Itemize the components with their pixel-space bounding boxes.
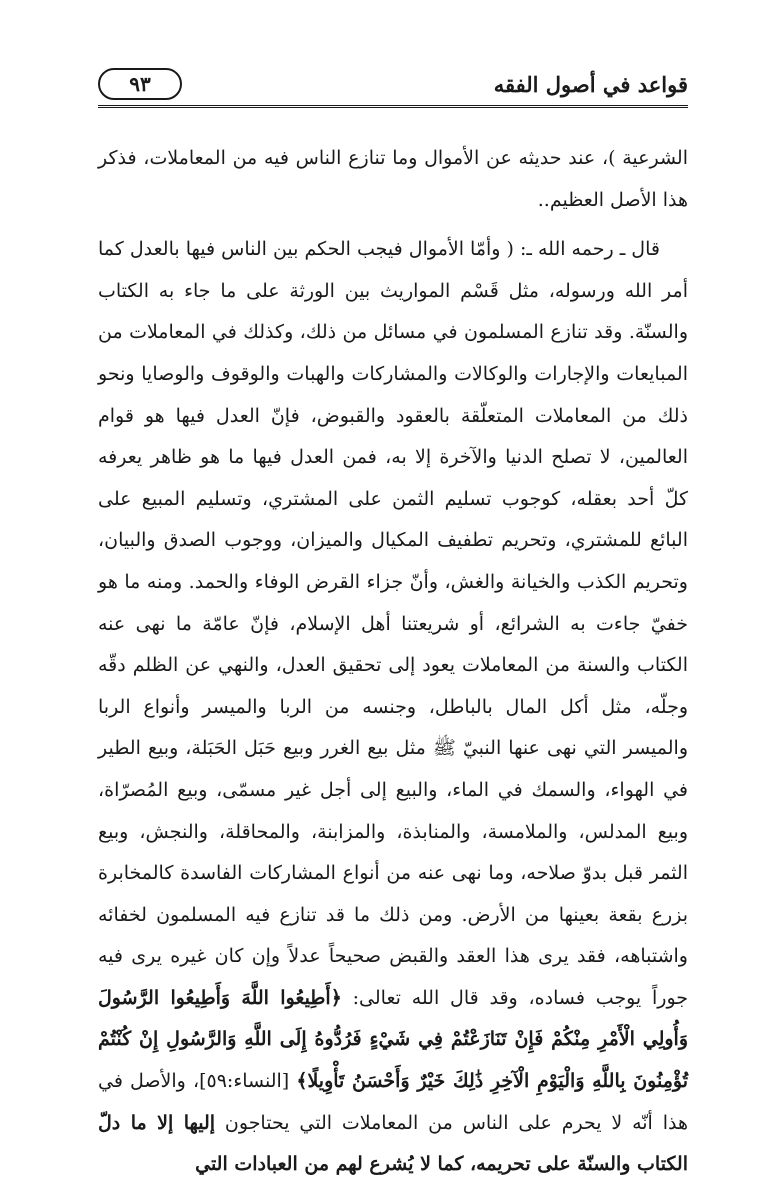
quote-text: قال ـ رحمه الله ـ: ( وأمّا الأموال فيجب الحكم بين الناس فيها بالعدل كما أمر الله ورسوله، مثل قَسْم المواريث بين الورثة على ما جاء به الكتاب والسنّة. وقد تنازع المسلمون في مسائل من ذلك، وكذلك في المعاملات من المبايعات والإجارات والوكالات والمشاركات والهبات والوقوف والوصايا ونحو ذلك من المعاملات المتعلّقة بالعقود والقبوض، فإنّ العدل فيها هو قوام العالمين، لا تصلح الدنيا والآخرة إلا به، فمن العدل فيها ما هو ظاهر يعرفه كلّ أحد بعقله، كوجوب تسليم الثمن على المشتري، وتسليم المبيع على البائع للمشتري، وتحريم تطفيف المكيال والميزان، ووجوب الصدق والبيان، وتحريم الكذب والخيانة والغش، وأنّ جزاء القرض الوفاء والحمد. ومنه ما هو خفيّ جاءت به الشرائع، أو شريعتنا أهل الإسلام، فإنّ عامّة ما نهى عنه الكتاب والسنة من المعاملات يعود إلى تحقيق العدل، والنهي عن الظلم دقّه وجلّه، مثل أكل المال بالباطل، وجنسه من الربا والميسر وأنواع الربا والميسر التي نهى عنها النبيّ ﷺ مثل بيع الغرر وبيع حَبَل الحَبَلة، وبيع الطير في الهواء، والسمك في الماء، والبيع إلى أجل غير مسمّى، وبيع المُصرّاة، وبيع المدلس، والملامسة، والمنابذة، والمزابنة، والمحاقلة، والنجش، وبيع الثمر قبل بدوّ صلاحه، وما نهى عنه من أنواع المشاركات الفاسدة كالمخابرة بزرع بقعة بعينها من الأرض. ومن ذلك ما قد تنازع فيه المسلمون لخفائه واشتباهه، فقد يرى هذا العقد والقبض صحيحاً عدلاً وإن كان غيره يرى فيه جوراً يوجب فساده، وقد قال الله تعالى: — [98, 238, 689, 1009]
page-header — [98, 64, 688, 108]
quran-verse: ﴿أَطِيعُوا اللَّهَ وَأَطِيعُوا الرَّسُولَ وَأُولِي الْأَمْرِ مِنْكُمْ فَإِنْ تَنَازَعْتُمْ فِي شَيْءٍ فَرُدُّوهُ إِلَى اللَّهِ وَالرَّسُولِ إِنْ كُنْتُمْ تُؤْمِنُونَ بِاللَّهِ وَالْيَوْمِ الْآخِرِ ذَٰلِكَ خَيْرٌ وَأَحْسَنُ تَأْوِيلًا﴾ — [98, 986, 688, 1093]
paragraph-quote — [98, 229, 688, 1186]
running-title: قواعد في أصول الفقه — [493, 72, 688, 97]
paragraph-intro: الشرعية )، عند حديثه عن الأموال وما تنازع الناس فيه من المعاملات، فذكر هذا الأصل العظيم.. — [98, 147, 688, 211]
page-number-badge: ٩٣ — [98, 68, 182, 100]
closing-text: إليها إلا ما دلّ الكتاب والسنّة على تحريمه، كما لا يُشرع لهم من العبادات التي — [98, 1111, 688, 1176]
verse-citation: [النساء:٥٩]، والأصل في هذا أنّه لا يحرم على الناس من المعاملات التي يحتاجون — [98, 1070, 688, 1134]
page-body — [98, 138, 688, 1186]
header-divider — [98, 105, 688, 108]
